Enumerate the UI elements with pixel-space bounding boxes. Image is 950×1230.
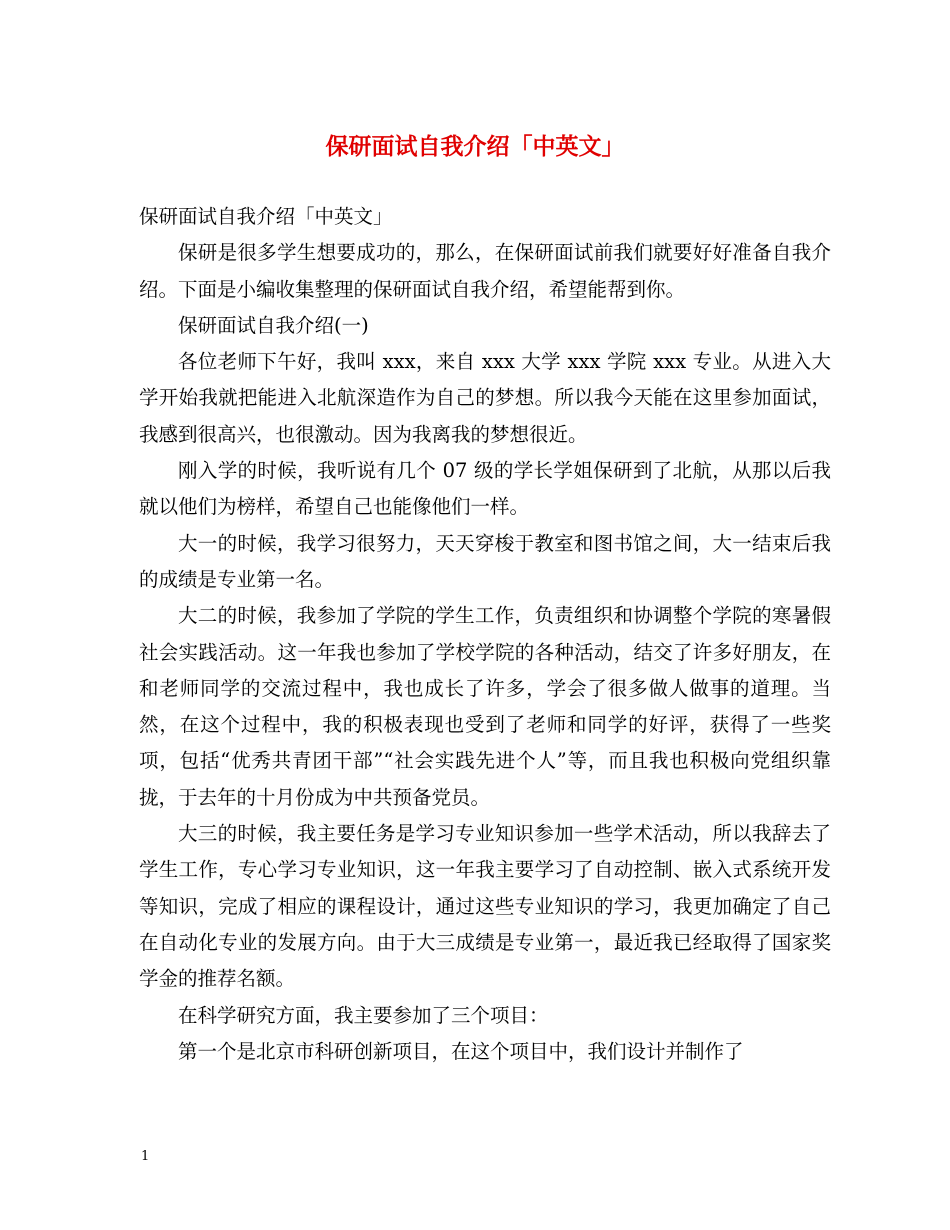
paragraph: 保研是很多学生想要成功的，那么，在保研面试前我们就要好好准备自我介绍。下面是小编收集整理的保研面试自我介绍，希望能帮到你。 [139,241,831,301]
body-heading: 保研面试自我介绍「中英文」 [139,205,393,228]
section-heading: 保研面试自我介绍(一) [178,313,369,337]
document-body [139,199,831,1070]
paragraph: 刚入学的时候，我听说有几个 07 级的学长学姐保研到了北航，从那以后我就以他们为榜样，希望自己也能像他们一样。 [139,459,831,519]
paragraph: 第一个是北京市科研创新项目，在这个项目中，我们设计并制作了 [178,1039,744,1063]
paragraph: 在科学研究方面，我主要参加了三个项目： [178,1003,549,1027]
page-number: 1 [141,1149,150,1164]
paragraph: 大三的时候，我主要任务是学习专业知识参加一些学术活动，所以我辞去了学生工作，专心学习专业知识，这一年我主要学习了自动控制、嵌入式系统开发等知识，完成了相应的课程设计，通过这些专业知识的学习，我更加确定了自己在自动化专业的发展方向。由于大三成绩是专业第一，最近我已经取得了国家奖学金的推荐名额。 [139,822,831,991]
paragraph: 大二的时候，我参加了学院的学生工作，负责组织和协调整个学院的寒暑假社会实践活动。这一年我也参加了学校学院的各种活动，结交了许多好朋友，在和老师同学的交流过程中，我也成长了许多，学会了很多做人做事的道理。当然，在这个过程中，我的积极表现也受到了老师和同学的好评，获得了一些奖项，包括“优秀共青团干部”“社会实践先进个人”等，而且我也积极向党组织靠拢，于去年的十月份成为中共预备党员。 [139,604,831,809]
document-title: 保研面试自我介绍「中英文」 [325,133,625,160]
paragraph: 各位老师下午好，我叫 xxx，来自 xxx 大学 xxx 学院 xxx 专业。从进入大学开始我就把能进入北航深造作为自己的梦想。所以我今天能在这里参加面试，我感到很高兴，也很激动。因为我离我的梦想很近。 [139,350,831,446]
paragraph: 大一的时候，我学习很努力，天天穿梭于教室和图书馆之间，大一结束后我的成绩是专业第一名。 [139,531,831,591]
